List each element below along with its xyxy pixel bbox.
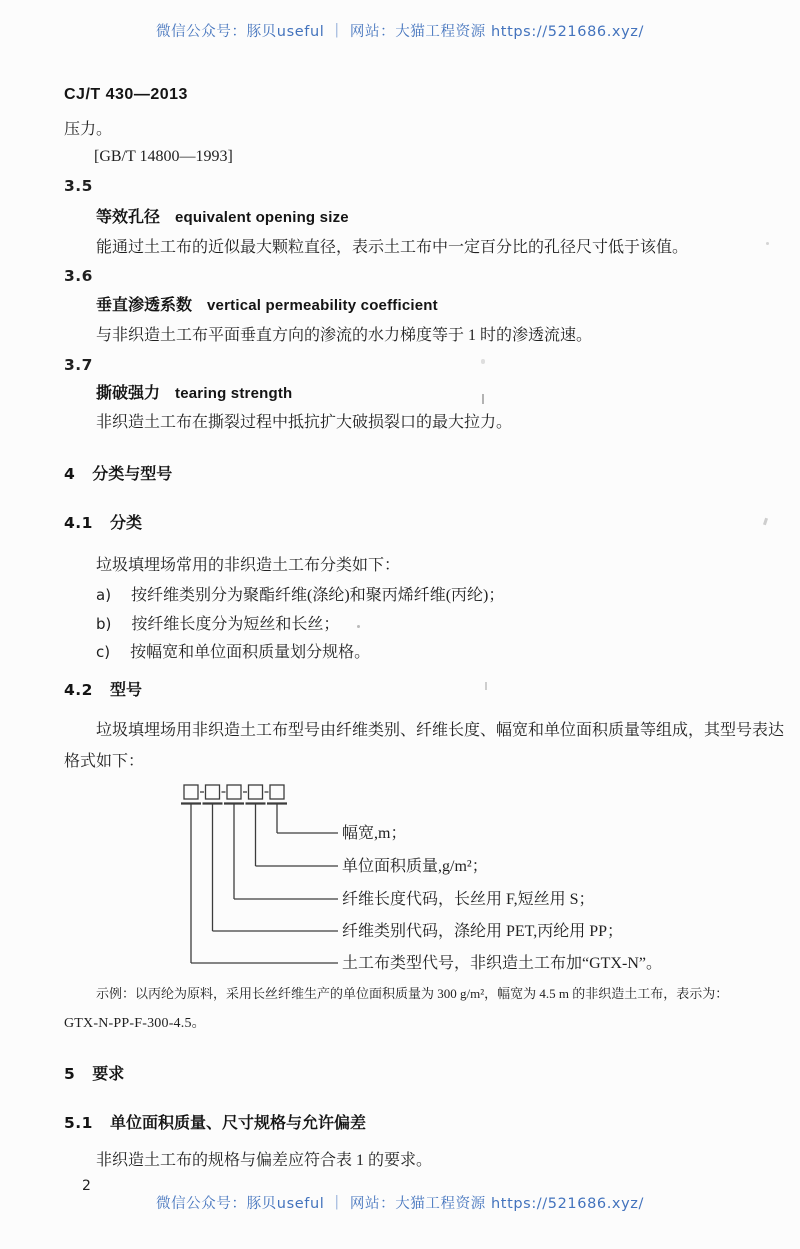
heading-4-number: 4 (64, 465, 76, 483)
definition-3-7: 非织造土工布在撕裂过程中抵抗扩大破损裂口的最大拉力。 (96, 414, 513, 431)
heading-5-1-title: 单位面积质量、尺寸规格与允许偏差 (109, 1115, 366, 1132)
scan-artifact (482, 394, 484, 404)
reference-gbt: [GB/T 14800—1993] (94, 148, 233, 165)
list-item-label: a) (96, 586, 112, 604)
heading-4-2 (64, 680, 142, 701)
heading-4-1-title: 分类 (109, 515, 142, 532)
term-3-6 (96, 296, 438, 316)
requirement-paragraph: 非织造土工布的规格与偏差应符合表 1 的要求。 (96, 1152, 433, 1169)
list-item-text: 按幅宽和单位面积质量划分规格。 (130, 644, 371, 661)
list-item (96, 614, 339, 635)
scan-artifact (481, 359, 485, 364)
list-item-text: 按纤维类别分为聚酯纤维(涤纶)和聚丙烯纤维(丙纶)； (131, 587, 505, 604)
diagram-label-width: 幅宽,m； (342, 825, 407, 842)
heading-5-number: 5 (64, 1065, 76, 1083)
list-item-text: 按纤维长度分为短丝和长丝； (131, 616, 340, 633)
header-watermark: 微信公众号：豚贝useful ｜ 网站：大猫工程资源 https://521686.xyz/ (155, 24, 644, 40)
scan-artifact (485, 682, 487, 690)
list-item (96, 585, 504, 606)
term-zh: 垂直渗透系数 (96, 297, 193, 314)
doc-number: CJ/T 430—2013 (64, 86, 188, 103)
heading-4-1 (64, 513, 142, 534)
term-en: vertical permeability coefficient (207, 297, 438, 314)
diagram-label-fiber-length: 纤维长度代码，长丝用 F,短丝用 S； (342, 891, 595, 908)
heading-4 (64, 464, 172, 485)
term-zh: 等效孔径 (96, 209, 161, 226)
diagram-label-mass: 单位面积质量,g/m²； (342, 858, 488, 875)
scan-artifact (357, 625, 360, 628)
scan-artifact (766, 242, 769, 245)
heading-4-2-title: 型号 (109, 682, 142, 699)
paragraph-pressure: 压力。 (64, 121, 113, 138)
term-3-7 (96, 384, 292, 404)
term-zh: 撕破强力 (96, 385, 161, 402)
definition-3-5: 能通过土工布的近似最大颗粒直径，表示土工布中一定百分比的孔径尺寸低于该值。 (96, 239, 689, 256)
model-paragraph-line2: 格式如下： (64, 753, 145, 770)
model-paragraph-line1: 垃圾填埋场用非织造土工布型号由纤维类别、纤维长度、幅宽和单位面积质量等组成，其型号表达 (96, 722, 785, 739)
type-designation-diagram (170, 780, 342, 980)
term-en: equivalent opening size (175, 209, 349, 226)
example-line1: 示例：以丙纶为原料，采用长丝纤维生产的单位面积质量为 300 g/m²，幅宽为 4.5 m 的非织造土工布，表示为： (96, 986, 729, 1001)
clause-3-6: 3.6 (64, 267, 93, 285)
definition-3-6: 与非织造土工布平面垂直方向的渗流的水力梯度等于 1 时的渗透流速。 (96, 327, 593, 344)
heading-4-title: 分类与型号 (92, 466, 173, 483)
term-en: tearing strength (175, 385, 293, 402)
heading-4-2-number: 4.2 (64, 681, 93, 699)
list-item-label: b) (96, 615, 112, 633)
heading-5-1-number: 5.1 (64, 1114, 93, 1132)
heading-4-1-number: 4.1 (64, 514, 93, 532)
clause-3-7: 3.7 (64, 356, 93, 374)
example-line2: GTX-N-PP-F-300-4.5。 (64, 1016, 206, 1031)
heading-5-title: 要求 (92, 1066, 125, 1083)
list-item-label: c) (96, 643, 111, 661)
page-number: 2 (82, 1178, 91, 1194)
term-3-5 (96, 208, 349, 228)
list-intro: 垃圾填埋场常用的非织造土工布分类如下： (96, 557, 401, 574)
diagram-label-geotextile-code: 土工布类型代号，非织造土工布加“GTX-N”。 (342, 955, 662, 972)
clause-3-5: 3.5 (64, 177, 93, 195)
heading-5-1 (64, 1113, 366, 1134)
scan-artifact (763, 518, 768, 526)
list-item (96, 642, 370, 663)
heading-5 (64, 1064, 124, 1085)
diagram-label-fiber-type: 纤维类别代码，涤纶用 PET,丙纶用 PP； (342, 923, 624, 940)
footer-watermark: 微信公众号：豚贝useful ｜ 网站：大猫工程资源 https://521686.xyz/ (155, 1196, 644, 1212)
